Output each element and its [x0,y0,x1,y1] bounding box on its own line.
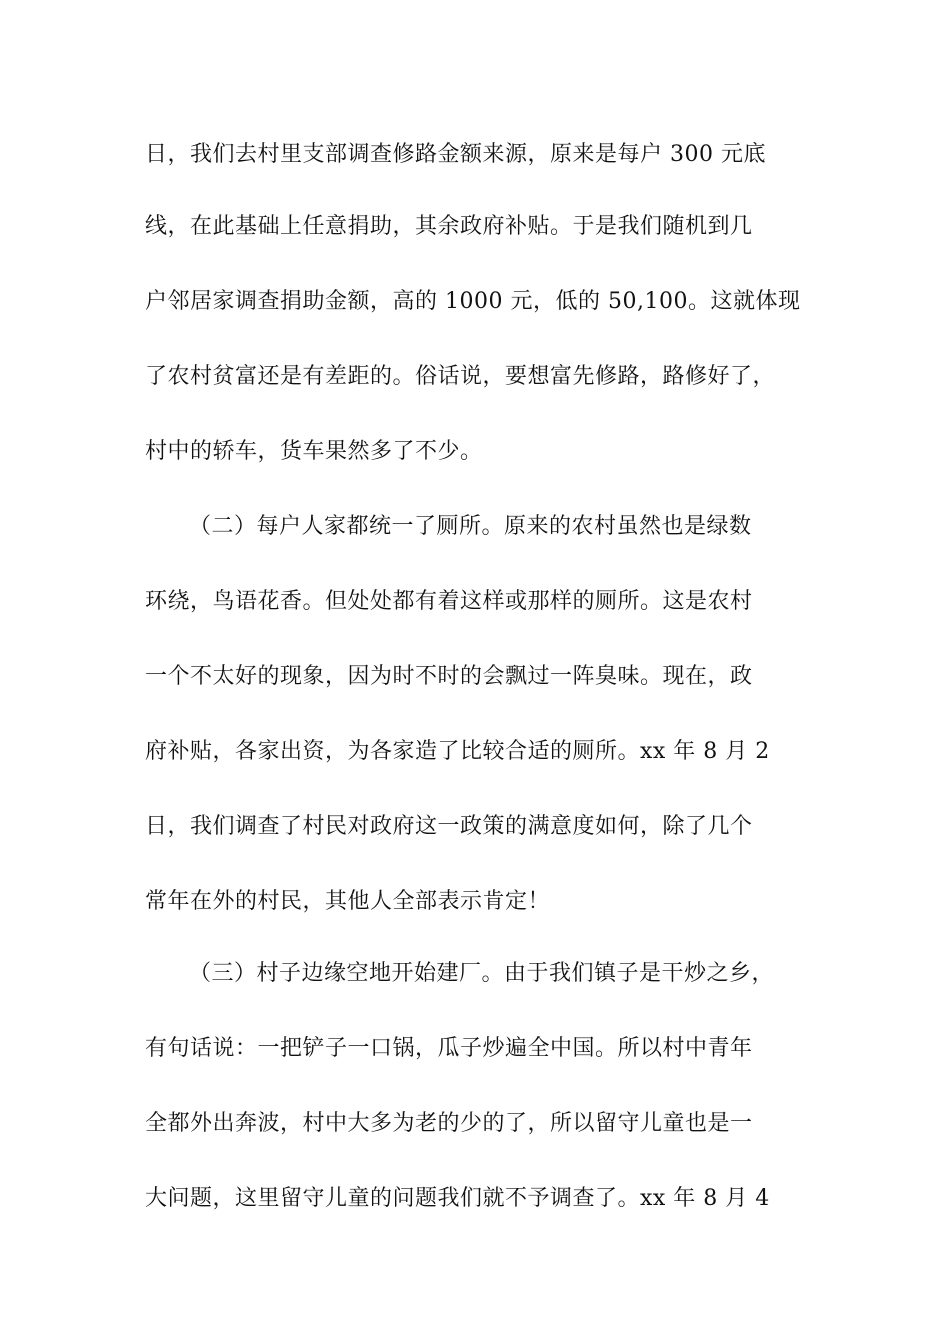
text-line: 日，我们调查了村民对政府这一政策的满意度如何，除了几个 [145,814,753,839]
text-line: 了农村贫富还是有差距的。俗话说，要想富先修路，路修好了， [145,364,776,389]
text-line: （三）村子边缘空地开始建厂。由于我们镇子是干炒之乡， [189,961,775,986]
text-line: 府补贴，各家出资，为各家造了比较合适的厕所。xx 年 8 月 2 [145,739,770,764]
text-line: 户邻居家调查捐助金额，高的 1000 元，低的 50,100。这就体现 [145,289,801,314]
text-line: 常年在外的村民，其他人全部表示肯定！ [145,889,551,914]
text-line: 村中的轿车，货车果然多了不少。 [145,439,483,464]
text-line: 一个不太好的现象，因为时不时的会飘过一阵臭味。现在，政 [145,664,753,689]
text-line: 线，在此基础上任意捐助，其余政府补贴。于是我们随机到几 [145,214,753,239]
text-line: 全都外出奔波，村中大多为老的少的了，所以留守儿童也是一 [145,1111,753,1136]
text-line: （二）每户人家都统一了厕所。原来的农村虽然也是绿数 [189,514,752,539]
text-line: 日，我们去村里支部调查修路金额来源，原来是每户 300 元底 [145,142,766,167]
text-line: 环绕，鸟语花香。但处处都有着这样或那样的厕所。这是农村 [145,589,753,614]
text-line: 有句话说：一把铲子一口锅，瓜子炒遍全中国。所以村中青年 [145,1036,753,1061]
text-line: 大问题，这里留守儿童的问题我们就不予调查了。xx 年 8 月 4 [145,1186,770,1211]
